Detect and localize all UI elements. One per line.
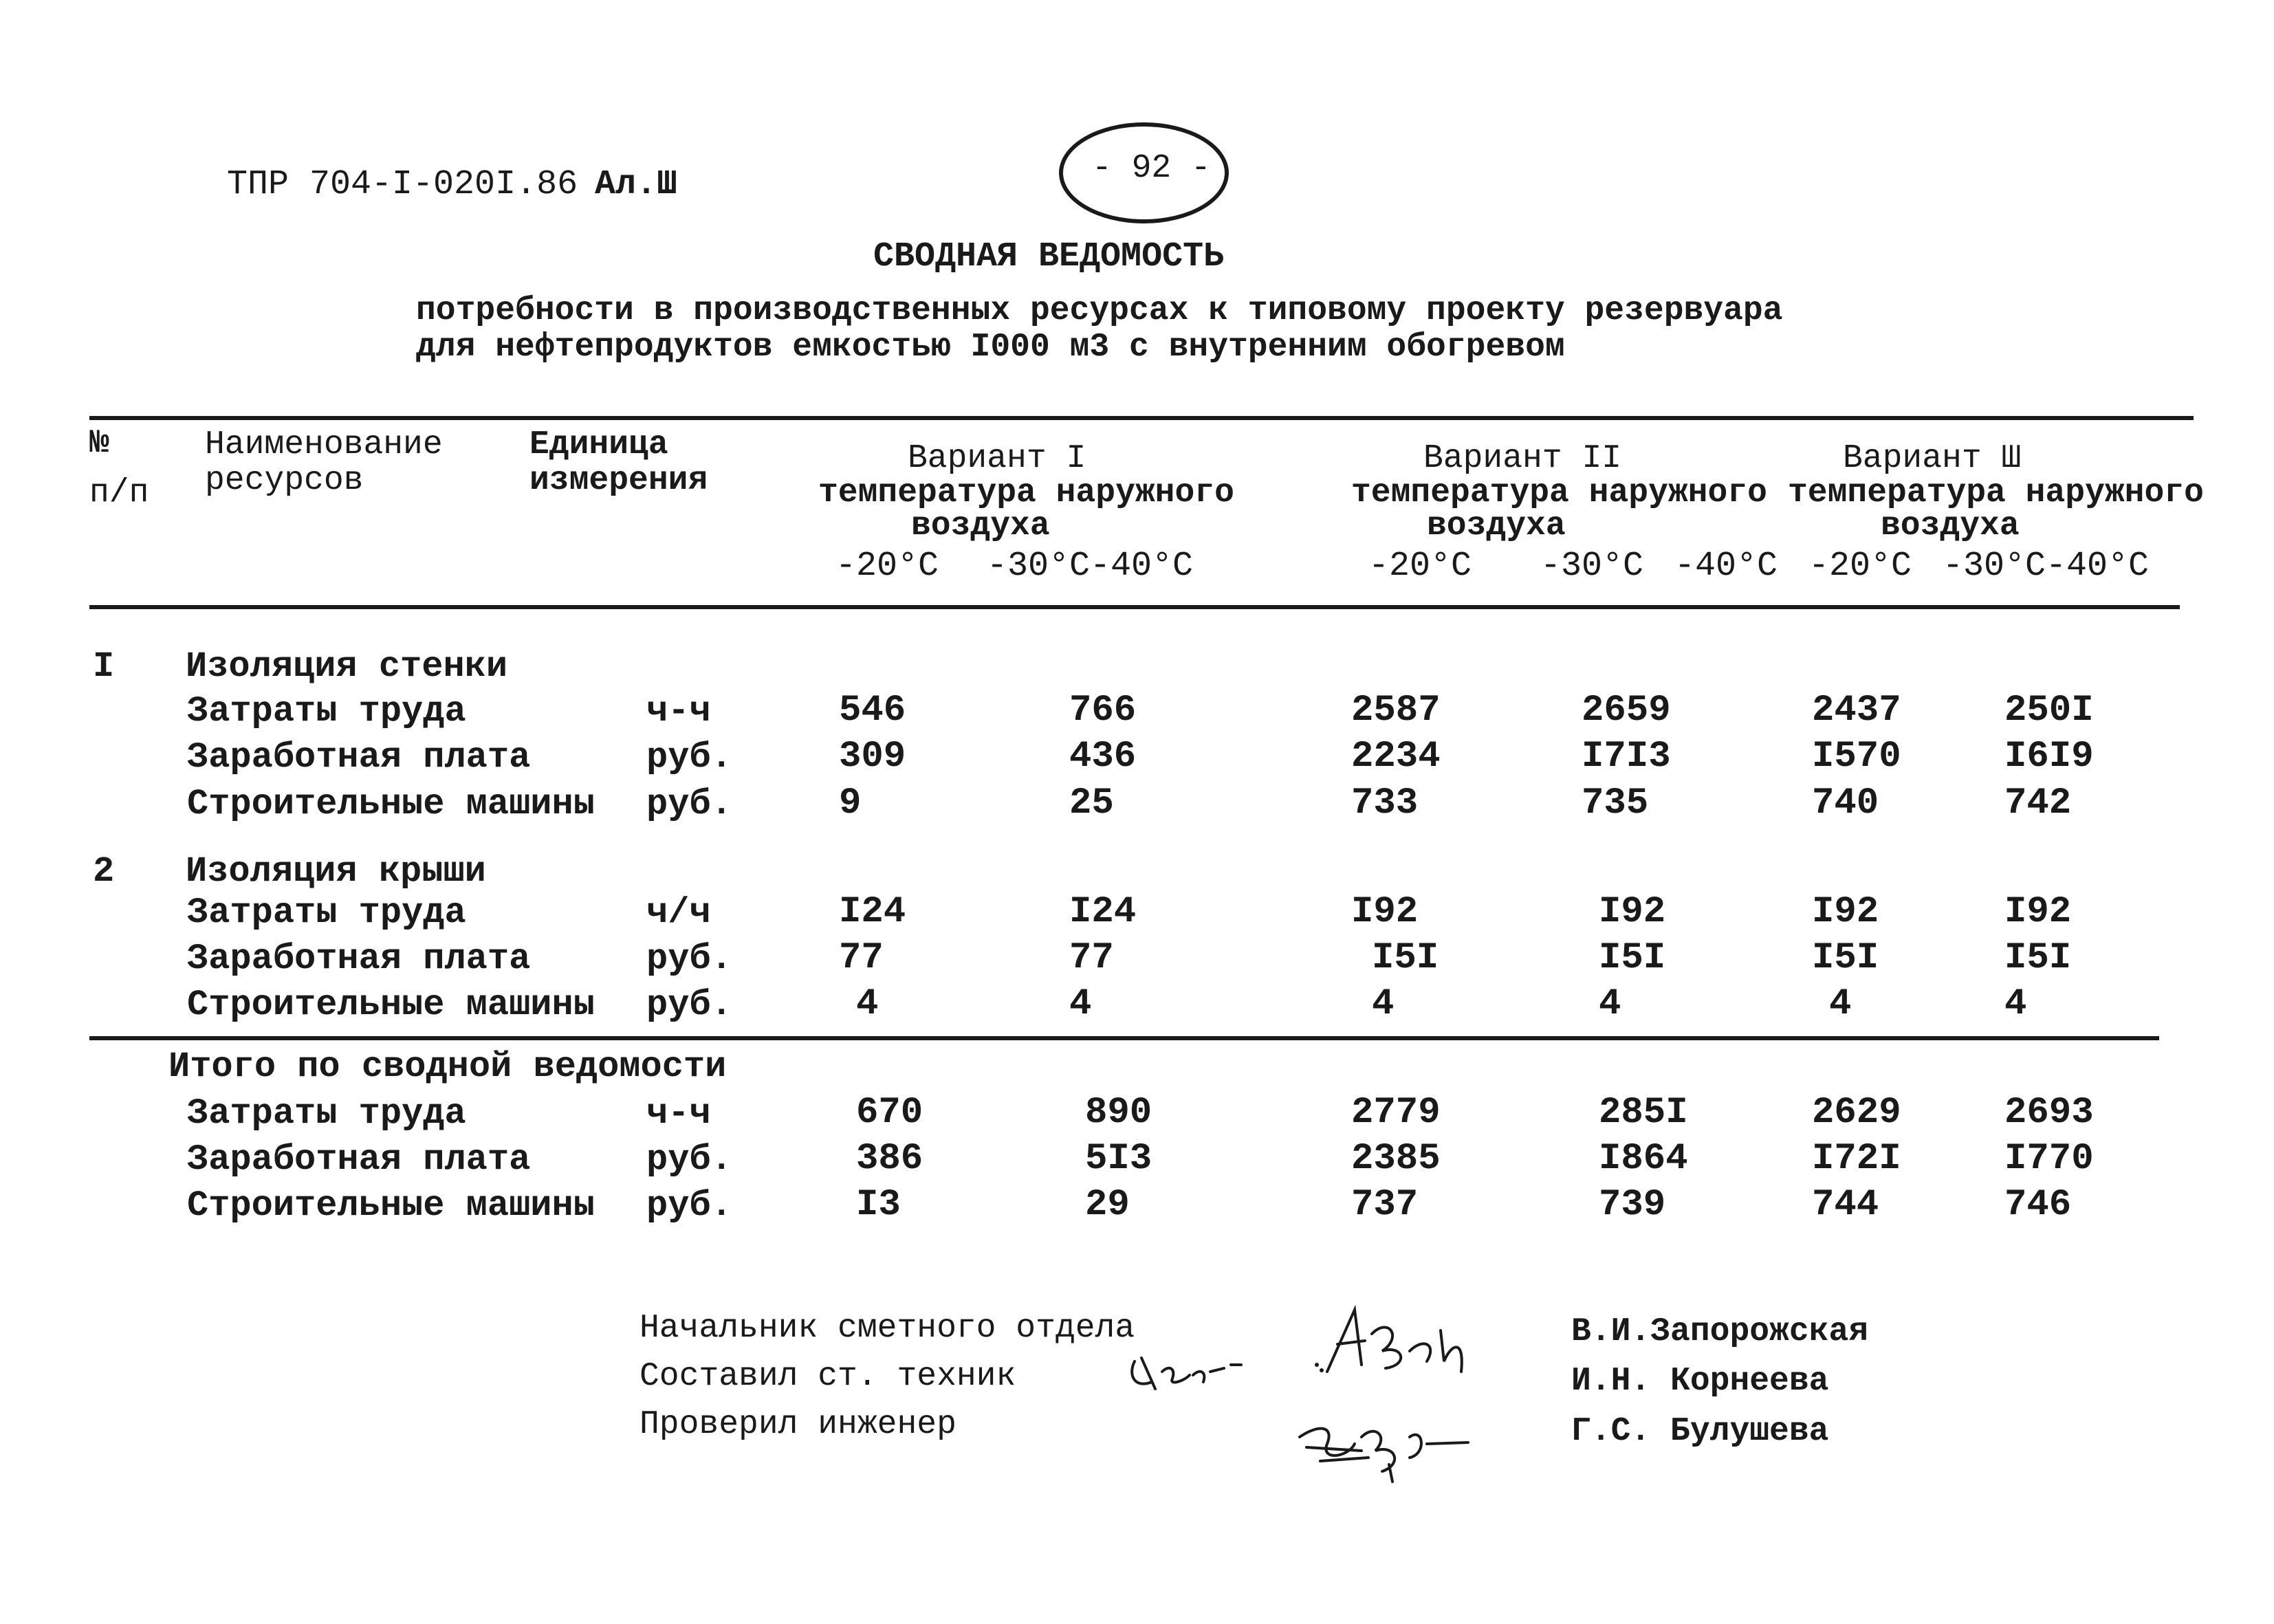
document-title: СВОДНАЯ ВЕДОМОСТЬ bbox=[873, 237, 1225, 276]
cell-v3-20: I92 bbox=[1812, 891, 1879, 933]
header-variant-2-sub-1: температура наружного bbox=[1351, 474, 1767, 512]
section-title: Изоляция стенки bbox=[186, 646, 508, 687]
header-variant-3-sub-1: температура наружного bbox=[1788, 474, 2204, 512]
cell-v2-30-40: 285I bbox=[1599, 1092, 1688, 1134]
cell-v1-30-40: 436 bbox=[1069, 736, 1137, 778]
signature-name-3: Г.С. Булушева bbox=[1571, 1413, 1829, 1450]
header-num-symbol: № bbox=[89, 425, 109, 462]
section-title: Изоляция крыши bbox=[186, 851, 486, 892]
cell-v2-20: 2234 bbox=[1351, 736, 1441, 778]
cell-v1-30-40: I24 bbox=[1069, 891, 1137, 933]
header-variant-2-sub-2: воздуха bbox=[1427, 507, 1566, 545]
cell-v2-30-40: I92 bbox=[1599, 891, 1666, 933]
cell-v1-20: 77 bbox=[839, 937, 884, 979]
cell-v3-30-40: 2693 bbox=[2004, 1092, 2094, 1134]
document-subtitle-line-2: для нефтепродуктов емкостью I000 м3 с внутренним обогревом bbox=[416, 329, 1565, 366]
header-variant-3-title: Вариант Ш bbox=[1843, 440, 2022, 477]
cell-v1-30-40: 77 bbox=[1069, 937, 1114, 979]
header-variant-1-sub-1: температура наружного bbox=[818, 474, 1234, 512]
handwritten-signature-2 bbox=[1307, 1296, 1485, 1385]
header-num-label: п/п bbox=[89, 474, 149, 512]
page-number: - 92 - bbox=[1092, 150, 1211, 187]
album-label: Ал.Ш bbox=[595, 165, 678, 204]
signature-name-2: И.Н. Корнеева bbox=[1571, 1363, 1829, 1400]
cell-v1-20: I3 bbox=[856, 1184, 901, 1226]
header-variant-3-temp-2: -30°С-40°С bbox=[1943, 547, 2150, 586]
signature-role-2: Составил ст. техник bbox=[639, 1358, 1016, 1395]
cell-v3-30-40: I5I bbox=[2004, 937, 2072, 979]
cell-v1-20: 4 bbox=[856, 983, 879, 1025]
signature-name-1: В.И.Запорожская bbox=[1571, 1313, 1869, 1350]
cell-v1-20: 9 bbox=[839, 782, 862, 824]
document-subtitle-line-1: потребности в производственных ресурсах к типовому проекту резервуара bbox=[416, 292, 1783, 329]
document-code: ТПР 704-I-020I.86 bbox=[227, 165, 578, 204]
row-name: Строительные машины bbox=[187, 985, 595, 1025]
row-name: Затраты труда bbox=[187, 892, 466, 933]
cell-v2-20: 4 bbox=[1372, 983, 1395, 1025]
row-unit: руб. bbox=[646, 985, 732, 1025]
handwritten-signature-1 bbox=[1121, 1341, 1272, 1403]
header-unit-line-2: измерения bbox=[529, 462, 708, 499]
cell-v3-30-40: 746 bbox=[2004, 1184, 2072, 1226]
cell-v2-30-40: 4 bbox=[1599, 983, 1621, 1025]
row-name: Заработная плата bbox=[187, 737, 531, 778]
cell-v3-20: 2629 bbox=[1812, 1092, 1901, 1134]
cell-v3-30-40: 742 bbox=[2004, 782, 2072, 824]
table-top-rule bbox=[89, 416, 2194, 420]
cell-v2-30-40: I7I3 bbox=[1582, 736, 1671, 778]
row-name: Строительные машины bbox=[187, 1185, 595, 1226]
cell-v3-30-40: 4 bbox=[2004, 983, 2027, 1025]
signature-role-1: Начальник сметного отдела bbox=[639, 1310, 1135, 1347]
row-name: Затраты труда bbox=[187, 691, 466, 732]
header-unit-line-1: Единица bbox=[529, 426, 668, 463]
handwritten-signature-3 bbox=[1279, 1396, 1478, 1485]
row-unit: ч-ч bbox=[646, 691, 711, 732]
cell-v3-20: 740 bbox=[1812, 782, 1879, 824]
cell-v3-20: 744 bbox=[1812, 1184, 1879, 1226]
header-variant-2-temp-1: -20°С bbox=[1368, 547, 1472, 586]
header-name-line-1: Наименование bbox=[205, 426, 443, 463]
cell-v1-30-40: 766 bbox=[1069, 690, 1137, 732]
signature-role-3: Проверил инженер bbox=[639, 1406, 956, 1443]
section-number: I bbox=[93, 646, 115, 687]
cell-v1-20: 546 bbox=[839, 690, 906, 732]
cell-v2-30-40: 2659 bbox=[1582, 690, 1671, 732]
header-variant-3-temp-1: -20°С bbox=[1808, 547, 1912, 586]
header-variant-1-temp-2: -30°С-40°С bbox=[987, 547, 1194, 586]
cell-v3-30-40: I92 bbox=[2004, 891, 2072, 933]
row-name: Строительные машины bbox=[187, 784, 595, 824]
row-unit: ч-ч bbox=[646, 1093, 711, 1134]
row-unit: руб. bbox=[646, 1185, 732, 1226]
cell-v3-20: I5I bbox=[1812, 937, 1879, 979]
cell-v2-20: 737 bbox=[1351, 1184, 1419, 1226]
cell-v3-20: 2437 bbox=[1812, 690, 1901, 732]
table-header-rule bbox=[89, 605, 2180, 609]
cell-v3-30-40: I770 bbox=[2004, 1138, 2094, 1180]
cell-v1-20: 670 bbox=[856, 1092, 923, 1134]
row-unit: руб. bbox=[646, 939, 732, 979]
cell-v2-30-40: 739 bbox=[1599, 1184, 1666, 1226]
cell-v2-20: 733 bbox=[1351, 782, 1419, 824]
cell-v2-30-40: I864 bbox=[1599, 1138, 1688, 1180]
cell-v2-20: I92 bbox=[1351, 891, 1419, 933]
header-variant-1-title: Вариант I bbox=[908, 440, 1086, 477]
cell-v2-30-40: 735 bbox=[1582, 782, 1649, 824]
header-variant-2-title: Вариант II bbox=[1423, 440, 1622, 477]
cell-v2-20: 2779 bbox=[1351, 1092, 1441, 1134]
cell-v2-30-40: I5I bbox=[1599, 937, 1666, 979]
header-variant-2-temp-3: -40°С bbox=[1674, 547, 1778, 586]
cell-v1-30-40: 890 bbox=[1085, 1092, 1152, 1134]
cell-v3-20: 4 bbox=[1829, 983, 1852, 1025]
cell-v1-30-40: 4 bbox=[1069, 983, 1092, 1025]
cell-v1-30-40: 29 bbox=[1085, 1184, 1130, 1226]
header-variant-3-sub-2: воздуха bbox=[1881, 507, 2020, 545]
cell-v3-30-40: 250I bbox=[2004, 690, 2094, 732]
row-unit: ч/ч bbox=[646, 892, 711, 933]
cell-v1-30-40: 5I3 bbox=[1085, 1138, 1152, 1180]
total-title: Итого по сводной ведомости bbox=[168, 1046, 727, 1087]
cell-v1-30-40: 25 bbox=[1069, 782, 1114, 824]
cell-v1-20: 309 bbox=[839, 736, 906, 778]
header-variant-2-temp-2: -30°С bbox=[1540, 547, 1644, 586]
cell-v1-20: I24 bbox=[839, 891, 906, 933]
cell-v3-30-40: I6I9 bbox=[2004, 736, 2094, 778]
row-unit: руб. bbox=[646, 1139, 732, 1180]
header-name-line-2: ресурсов bbox=[205, 462, 364, 499]
cell-v3-20: I72I bbox=[1812, 1138, 1901, 1180]
header-variant-1-temp-1: -20°С bbox=[835, 547, 939, 586]
row-name: Заработная плата bbox=[187, 939, 531, 979]
header-variant-1-sub-2: воздуха bbox=[911, 507, 1050, 545]
row-name: Заработная плата bbox=[187, 1139, 531, 1180]
row-unit: руб. bbox=[646, 784, 732, 824]
cell-v1-20: 386 bbox=[856, 1138, 923, 1180]
cell-v2-20: 2587 bbox=[1351, 690, 1441, 732]
total-rule bbox=[89, 1036, 2159, 1040]
row-name: Затраты труда bbox=[187, 1093, 466, 1134]
section-number: 2 bbox=[93, 851, 115, 892]
cell-v2-20: 2385 bbox=[1351, 1138, 1441, 1180]
cell-v3-20: I570 bbox=[1812, 736, 1901, 778]
row-unit: руб. bbox=[646, 737, 732, 778]
cell-v2-20: I5I bbox=[1372, 937, 1439, 979]
